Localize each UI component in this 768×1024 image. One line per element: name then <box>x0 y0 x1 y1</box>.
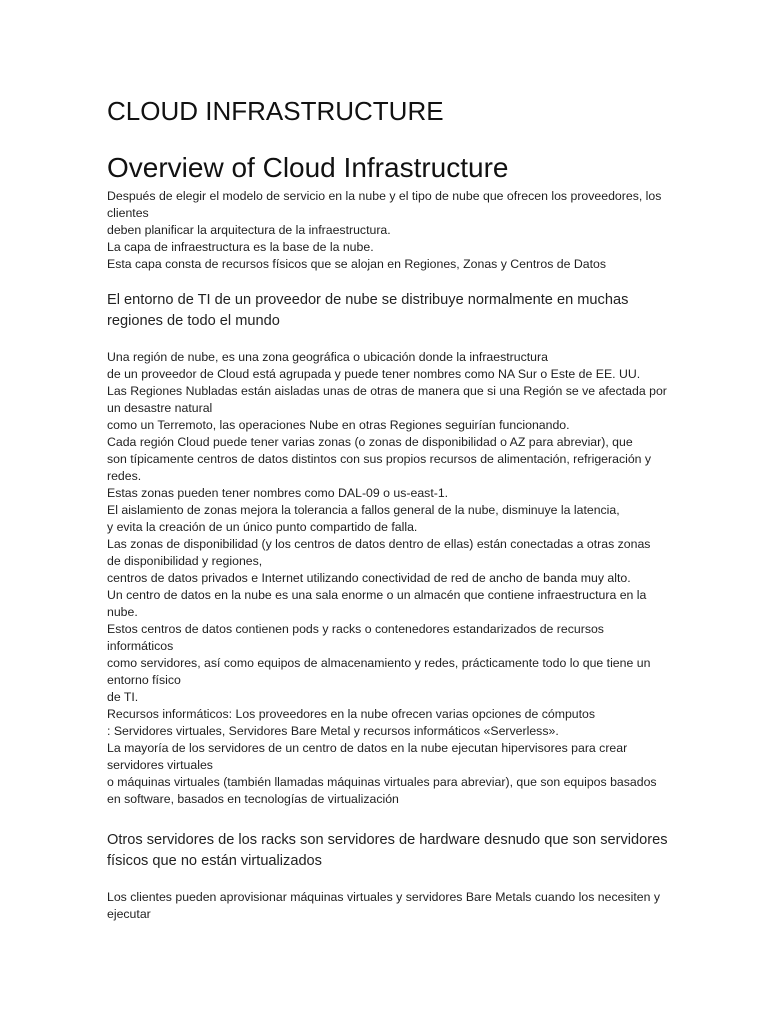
text-line: son típicamente centros de datos distintos con sus propios recursos de alimentación, refrigeración y <box>107 452 652 466</box>
text-line: : Servidores virtuales, Servidores Bare Metal y recursos informáticos «Serverless». <box>107 724 559 738</box>
text-line: de un proveedor de Cloud está agrupada y puede tener nombres como NA Sur o Este de EE. UU. <box>107 367 641 381</box>
text-line: Una región de nube, es una zona geográfica o ubicación donde la infraestructura <box>107 350 548 364</box>
text-line: Las Regiones Nubladas están aisladas unas de otras de manera que si una Región se ve afectada por <box>107 384 667 398</box>
text-line: El aislamiento de zonas mejora la tolerancia a fallos general de la nube, disminuye la latencia, <box>107 503 620 517</box>
text-line: informáticos <box>107 639 174 653</box>
text-line: nube. <box>107 605 138 619</box>
text-line: La mayoría de los servidores de un centro de datos en la nube ejecutan hipervisores para crear <box>107 741 628 755</box>
text-line: Después de elegir el modelo de servicio en la nube y el tipo de nube que ofrecen los proveedores, los <box>107 189 662 203</box>
text-line: Cada región Cloud puede tener varias zonas (o zonas de disponibilidad o AZ para abreviar), que <box>107 435 633 449</box>
subheading-line: Otros servidores de los racks son servidores de hardware desnudo que son servidores <box>107 832 668 848</box>
subheading-line: físicos que no están virtualizados <box>107 853 322 869</box>
text-line: clientes <box>107 206 149 220</box>
intro-paragraph <box>107 188 663 273</box>
text-line: y evita la creación de un único punto compartido de falla. <box>107 520 418 534</box>
text-line: como servidores, así como equipos de almacenamiento y redes, prácticamente todo lo que tiene un <box>107 656 651 670</box>
text-line: Las zonas de disponibilidad (y los centros de datos dentro de ellas) están conectadas a otras zonas <box>107 537 651 551</box>
text-line: Estas zonas pueden tener nombres como DAL-09 o us-east-1. <box>107 486 449 500</box>
text-line: La capa de infraestructura es la base de la nube. <box>107 240 374 254</box>
text-line: redes. <box>107 469 142 483</box>
subheading-bare-metal <box>107 830 668 872</box>
text-line: o máquinas virtuales (también llamadas máquinas virtuales para abreviar), que son equipos basados <box>107 775 657 789</box>
text-line: en software, basados en tecnologías de virtualización <box>107 792 399 806</box>
text-line: de disponibilidad y regiones, <box>107 554 263 568</box>
regions-paragraph <box>107 349 667 808</box>
subheading-line: regiones de todo el mundo <box>107 313 280 329</box>
text-line: entorno físico <box>107 673 181 687</box>
text-line: Recursos informáticos: Los proveedores en la nube ofrecen varias opciones de cómputos <box>107 707 596 721</box>
provisioning-paragraph <box>107 889 663 923</box>
text-line: ejecutar <box>107 907 151 921</box>
text-line: Estos centros de datos contienen pods y racks o contenedores estandarizados de recursos <box>107 622 604 636</box>
text-line: centros de datos privados e Internet utilizando conectividad de red de ancho de banda muy alto. <box>107 571 631 585</box>
text-line: de TI. <box>107 690 139 704</box>
text-line: Los clientes pueden aprovisionar máquinas virtuales y servidores Bare Metals cuando los necesiten y <box>107 890 660 904</box>
text-line: deben planificar la arquitectura de la infraestructura. <box>107 223 391 237</box>
text-line: como un Terremoto, las operaciones Nube en otras Regiones seguirían funcionando. <box>107 418 570 432</box>
subheading-line: El entorno de TI de un proveedor de nube se distribuye normalmente en muchas <box>107 292 629 308</box>
document-title: CLOUD INFRASTRUCTURE <box>107 96 444 126</box>
section-title: Overview of Cloud Infrastructure <box>107 152 509 183</box>
text-line: Esta capa consta de recursos físicos que se alojan en Regiones, Zonas y Centros de Datos <box>107 257 606 271</box>
text-line: Un centro de datos en la nube es una sala enorme o un almacén que contiene infraestructura en la <box>107 588 647 602</box>
text-line: un desastre natural <box>107 401 213 415</box>
subheading-distribution <box>107 290 663 332</box>
text-line: servidores virtuales <box>107 758 213 772</box>
